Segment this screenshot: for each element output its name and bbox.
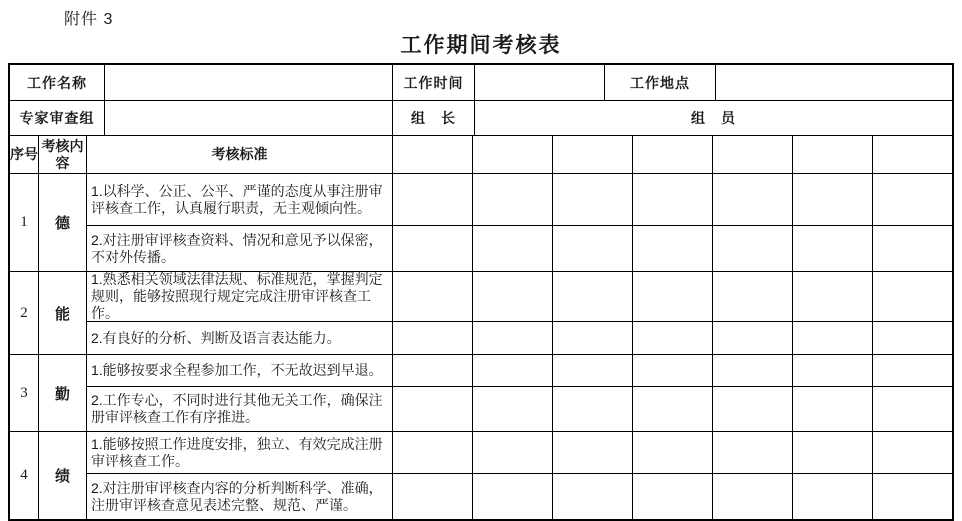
score-cell bbox=[632, 136, 712, 173]
score-cell bbox=[712, 272, 792, 321]
col-header-no: 序号 bbox=[10, 146, 38, 162]
score-cell bbox=[472, 136, 552, 173]
row-work-info bbox=[10, 65, 952, 100]
score-cell bbox=[872, 322, 952, 354]
score-cell bbox=[392, 387, 472, 431]
score-cell bbox=[792, 272, 872, 321]
criteria-text: 1.能够按要求全程参加工作，不无故迟到早退。 bbox=[86, 355, 392, 386]
criteria-text: 2.工作专心，不同时进行其他无关工作，确保注册审评核查工作有序推进。 bbox=[86, 387, 392, 431]
assessment-form-table bbox=[8, 63, 954, 521]
score-cell bbox=[872, 226, 952, 271]
score-cell bbox=[792, 322, 872, 354]
score-cell bbox=[632, 355, 712, 386]
criteria-row bbox=[86, 355, 952, 386]
criteria-row bbox=[86, 272, 952, 321]
criteria-text: 2.有良好的分析、判断及语言表达能力。 bbox=[86, 322, 392, 354]
work-time-value bbox=[474, 65, 604, 100]
score-cell bbox=[792, 136, 872, 173]
page-title: 工作期间考核表 bbox=[400, 34, 562, 57]
criteria-row bbox=[86, 386, 952, 431]
attachment-label: 附件 3 bbox=[64, 11, 114, 28]
score-cells bbox=[392, 355, 952, 386]
row-number: 4 bbox=[20, 467, 28, 483]
members-label: 组 员 bbox=[474, 101, 952, 135]
score-cell bbox=[632, 474, 712, 519]
score-cell bbox=[392, 136, 472, 173]
leader-label: 组 长 bbox=[392, 101, 474, 135]
score-cell bbox=[792, 226, 872, 271]
score-cell bbox=[792, 474, 872, 519]
criteria-text: 1.以科学、公正、公平、严谨的态度从事注册审评核查工作，认真履行职责，无主观倾向性。 bbox=[86, 174, 392, 225]
score-cell bbox=[712, 174, 792, 225]
score-cells bbox=[392, 226, 952, 271]
score-cell bbox=[712, 136, 792, 173]
score-cell bbox=[792, 387, 872, 431]
row-number: 3 bbox=[20, 384, 28, 401]
category-label: 绩 bbox=[38, 432, 86, 519]
score-cell bbox=[872, 174, 952, 225]
score-cell bbox=[472, 174, 552, 225]
score-cell bbox=[392, 174, 472, 225]
score-cell bbox=[872, 355, 952, 386]
table-row-group-qin bbox=[10, 354, 952, 431]
row-column-headers bbox=[10, 135, 952, 173]
criteria-text: 1.熟悉相关领域法律法规、标准规范，掌握判定规则，能够按照现行规定完成注册审评核查工作。 bbox=[86, 272, 392, 321]
criteria-row bbox=[86, 473, 952, 519]
score-cell bbox=[632, 432, 712, 473]
score-cell bbox=[392, 432, 472, 473]
score-cell bbox=[392, 226, 472, 271]
score-cell bbox=[472, 322, 552, 354]
score-cell bbox=[392, 272, 472, 321]
score-cell bbox=[792, 432, 872, 473]
score-cells bbox=[392, 432, 952, 473]
score-cell bbox=[552, 355, 632, 386]
score-cells bbox=[392, 387, 952, 431]
work-place-value bbox=[715, 65, 952, 100]
score-header-cells bbox=[392, 136, 952, 173]
criteria-text: 2.对注册审评核查资料、情况和意见予以保密，不对外传播。 bbox=[86, 226, 392, 271]
criteria-row bbox=[86, 321, 952, 354]
score-cell bbox=[872, 387, 952, 431]
score-cell bbox=[472, 355, 552, 386]
work-time-label: 工作时间 bbox=[392, 65, 474, 100]
score-cell bbox=[472, 226, 552, 271]
criteria-text: 1.能够按照工作进度安排，独立、有效完成注册审评核查工作。 bbox=[86, 432, 392, 473]
score-cell bbox=[632, 226, 712, 271]
score-cell bbox=[472, 474, 552, 519]
col-header-content: 考核内容 bbox=[38, 136, 86, 173]
score-cell bbox=[552, 226, 632, 271]
score-cell bbox=[712, 474, 792, 519]
work-name-value bbox=[104, 65, 392, 100]
score-cell bbox=[632, 322, 712, 354]
table-row-group-de bbox=[10, 173, 952, 271]
category-label: 德 bbox=[38, 174, 86, 271]
score-cell bbox=[632, 387, 712, 431]
score-cell bbox=[872, 474, 952, 519]
score-cell bbox=[552, 322, 632, 354]
expert-group-value bbox=[104, 101, 392, 135]
score-cells bbox=[392, 174, 952, 225]
criteria-text: 2.对注册审评核查内容的分析判断科学、准确，注册审评核查意见表述完整、规范、严谨。 bbox=[86, 474, 392, 519]
score-cell bbox=[552, 387, 632, 431]
score-cells bbox=[392, 322, 952, 354]
work-place-label: 工作地点 bbox=[604, 65, 715, 100]
score-cell bbox=[552, 136, 632, 173]
category-label: 勤 bbox=[38, 355, 86, 431]
row-number: 2 bbox=[20, 304, 28, 321]
score-cell bbox=[552, 432, 632, 473]
score-cell bbox=[632, 174, 712, 225]
score-cell bbox=[872, 432, 952, 473]
score-cell bbox=[712, 355, 792, 386]
score-cell bbox=[392, 474, 472, 519]
score-cell bbox=[392, 322, 472, 354]
row-number: 1 bbox=[20, 214, 28, 230]
category-label: 能 bbox=[38, 272, 86, 354]
score-cell bbox=[552, 474, 632, 519]
table-row-group-neng bbox=[10, 271, 952, 354]
criteria-row bbox=[86, 225, 952, 271]
score-cell bbox=[712, 226, 792, 271]
score-cell bbox=[712, 322, 792, 354]
score-cell bbox=[632, 272, 712, 321]
score-cell bbox=[472, 272, 552, 321]
expert-group-label: 专家审查组 bbox=[19, 110, 95, 126]
score-cell bbox=[712, 432, 792, 473]
score-cell bbox=[472, 387, 552, 431]
score-cells bbox=[392, 272, 952, 321]
score-cell bbox=[472, 432, 552, 473]
score-cell bbox=[792, 174, 872, 225]
score-cell bbox=[552, 272, 632, 321]
score-cells bbox=[392, 474, 952, 519]
row-expert-group bbox=[10, 100, 952, 135]
table-row-group-ji bbox=[10, 431, 952, 519]
score-cell bbox=[392, 355, 472, 386]
work-name-label: 工作名称 bbox=[27, 74, 87, 91]
score-cell bbox=[552, 174, 632, 225]
score-cell bbox=[792, 355, 872, 386]
criteria-row bbox=[86, 174, 952, 225]
score-cell bbox=[872, 136, 952, 173]
criteria-row bbox=[86, 432, 952, 473]
score-cell bbox=[712, 387, 792, 431]
score-cell bbox=[872, 272, 952, 321]
col-header-standard: 考核标准 bbox=[86, 136, 392, 173]
